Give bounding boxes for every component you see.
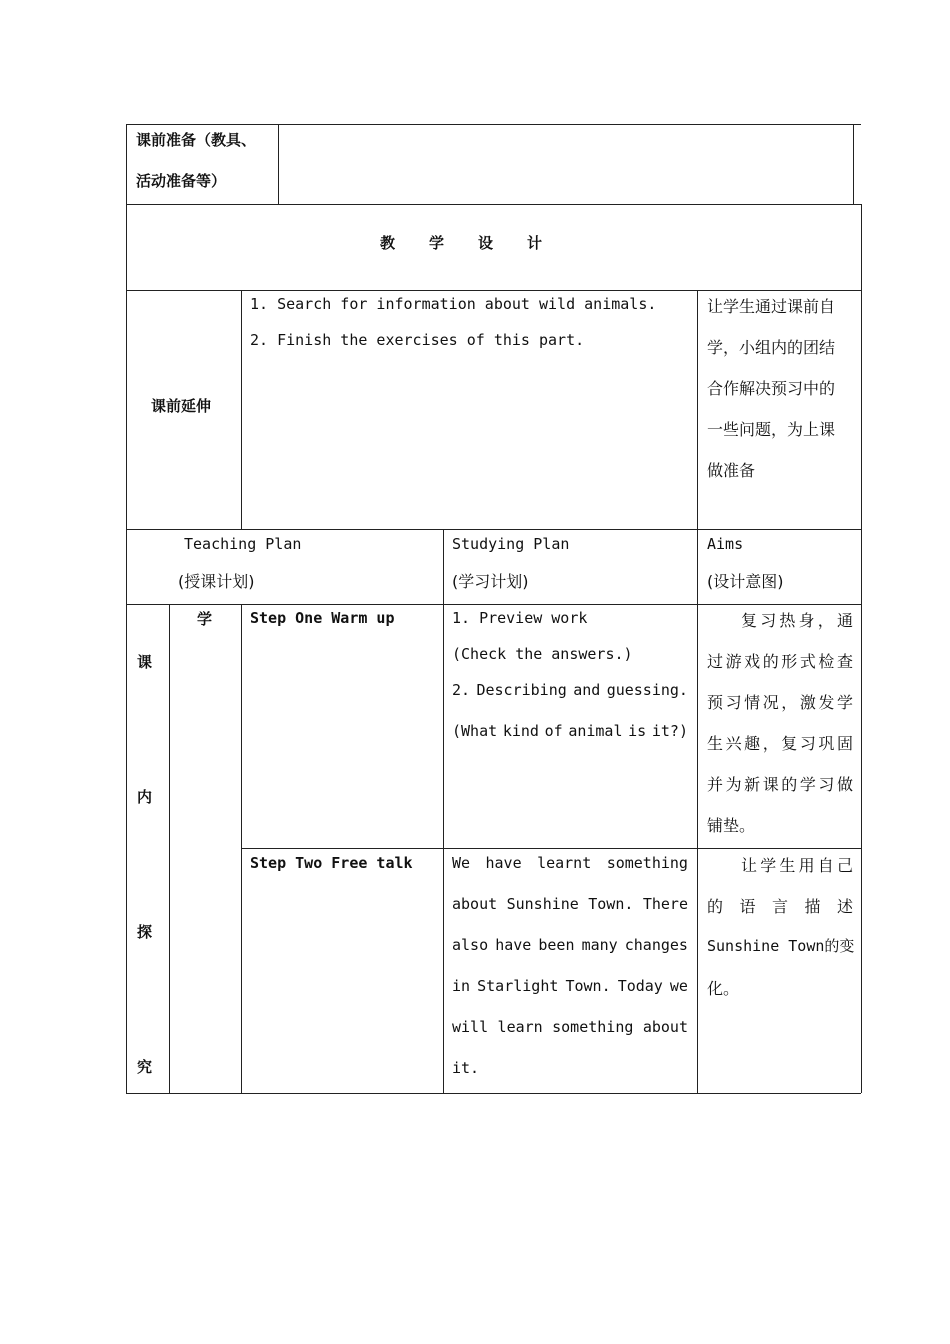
grid-line xyxy=(126,604,861,605)
word: the xyxy=(515,645,543,663)
word: We xyxy=(452,854,471,872)
teaching-plan-header: Teaching Plan xyxy=(184,535,302,553)
word: learnt xyxy=(537,854,592,872)
char: ， xyxy=(781,693,798,712)
char: 习 xyxy=(799,734,816,753)
char: 言 xyxy=(771,897,788,916)
pre-class-aim-line: 合作解决预习中的 xyxy=(707,379,836,398)
word: been xyxy=(538,936,575,954)
word: have xyxy=(485,854,522,872)
word: Sunshine xyxy=(506,895,579,913)
char: 情 xyxy=(744,693,761,712)
char: 生 xyxy=(707,734,724,753)
step-two-aim-line: 化。 xyxy=(707,979,740,998)
char: ， xyxy=(762,734,779,753)
word: answers.) xyxy=(551,645,633,663)
teaching-plan-header-cn: (授课计划) xyxy=(178,572,255,591)
step-two-study-line: it. xyxy=(452,1059,480,1077)
grid-line xyxy=(241,848,861,849)
word: many xyxy=(581,936,618,954)
inquiry-label-char: 探 xyxy=(137,923,153,941)
aims-header: Aims xyxy=(707,535,744,553)
word: learn xyxy=(497,1018,543,1036)
word: kind xyxy=(502,722,539,740)
char: 况 xyxy=(762,693,779,712)
inquiry-sub-label: 学 xyxy=(197,610,213,628)
step-one-study-line xyxy=(452,681,688,699)
inquiry-label-char: 究 xyxy=(137,1058,153,1076)
grid-line xyxy=(126,529,861,530)
char: 让 xyxy=(741,856,758,875)
char: 并 xyxy=(707,775,724,794)
word: about xyxy=(642,1018,688,1036)
step-one-aim-line xyxy=(707,649,853,672)
grid-line xyxy=(126,204,861,205)
char: 固 xyxy=(836,734,853,753)
char: 的 xyxy=(762,652,779,671)
step-two-study-line xyxy=(452,895,688,913)
step-one-aim-line xyxy=(741,608,853,631)
pre-class-aim-line: 一些问题，为上课 xyxy=(707,420,836,439)
pre-class-aim-line: 做准备 xyxy=(707,461,756,480)
design-title-char: 学 xyxy=(429,234,445,252)
word: changes xyxy=(624,936,688,954)
step-one-aim-line xyxy=(707,731,853,754)
word: we xyxy=(669,977,688,995)
char: 的 xyxy=(707,897,724,916)
grid-line xyxy=(241,290,242,529)
word: Preview xyxy=(479,609,543,627)
char: 身 xyxy=(798,611,815,630)
grid-line xyxy=(861,204,862,1093)
step-two-study-line xyxy=(452,977,688,995)
step-two-study-line xyxy=(452,936,688,954)
step-one-study-line xyxy=(452,609,587,627)
step-one-aim-line xyxy=(707,772,853,795)
prep-label-line2: 活动准备等） xyxy=(136,172,227,190)
word: guessing. xyxy=(606,681,688,699)
char: 自 xyxy=(817,856,834,875)
step-two-title: Step Two Free talk xyxy=(250,854,413,872)
grid-line xyxy=(278,124,279,204)
word: of xyxy=(544,722,563,740)
char: 激 xyxy=(799,693,816,712)
studying-plan-header: Studying Plan xyxy=(452,535,570,553)
char: 复 xyxy=(741,611,758,630)
char: 发 xyxy=(818,693,835,712)
aims-header-cn: (设计意图) xyxy=(707,572,784,591)
pre-class-label: 课前延伸 xyxy=(151,397,212,415)
char: 趣 xyxy=(744,734,761,753)
step-two-aim-line xyxy=(741,853,853,876)
inquiry-label-char: 课 xyxy=(137,653,153,671)
step-two-aim-line xyxy=(707,894,853,917)
word: also xyxy=(452,936,489,954)
char: 己 xyxy=(836,856,853,875)
design-title-char: 教 xyxy=(380,234,396,252)
grid-line xyxy=(697,290,698,1093)
char: 式 xyxy=(799,652,816,671)
word: Today xyxy=(617,977,663,995)
char: 通 xyxy=(836,611,853,630)
design-title-char: 设 xyxy=(478,234,494,252)
word: and xyxy=(573,681,601,699)
char: 过 xyxy=(707,652,724,671)
char: 为 xyxy=(725,775,742,794)
char: 用 xyxy=(798,856,815,875)
design-title xyxy=(380,232,542,253)
char: 的 xyxy=(781,775,798,794)
char: 语 xyxy=(739,897,756,916)
word: Town. xyxy=(588,895,634,913)
char: 习 xyxy=(760,611,777,630)
char: 游 xyxy=(725,652,742,671)
pre-class-item: 1. Search for information about wild animals. xyxy=(250,295,657,313)
word: animal xyxy=(568,722,623,740)
prep-label-line1: 课前准备（教具、 xyxy=(136,131,257,149)
grid-line xyxy=(126,290,861,291)
char: 热 xyxy=(779,611,796,630)
word: (Check xyxy=(452,645,507,663)
word: Town. xyxy=(565,977,611,995)
grid-line xyxy=(169,604,170,1093)
word: something xyxy=(606,854,688,872)
char: 述 xyxy=(836,897,853,916)
pre-class-aim-line: 让学生通过课前自 xyxy=(707,297,836,316)
step-one-aim-line: 铺垫。 xyxy=(707,816,756,835)
char: 课 xyxy=(762,775,779,794)
inquiry-label-char: 内 xyxy=(137,788,153,806)
pre-class-item: 2. Finish the exercises of this part. xyxy=(250,331,585,349)
step-two-study-line xyxy=(452,854,688,872)
char: 预 xyxy=(707,693,724,712)
design-title-char: 计 xyxy=(527,234,543,252)
word: in xyxy=(452,977,471,995)
word: Describing xyxy=(476,681,567,699)
step-two-aim-line: Sunshine Town的变 xyxy=(707,937,855,955)
word: about xyxy=(452,895,498,913)
word: work xyxy=(551,609,588,627)
grid-line xyxy=(126,1093,861,1094)
char: 学 xyxy=(799,775,816,794)
char: 习 xyxy=(818,775,835,794)
word: Starlight xyxy=(477,977,559,995)
word: will xyxy=(452,1018,489,1036)
char: 学 xyxy=(760,856,777,875)
word: 2. xyxy=(452,681,471,699)
grid-line xyxy=(126,124,127,1093)
studying-plan-header-cn: (学习计划) xyxy=(452,572,529,591)
step-one-aim-line xyxy=(707,690,853,713)
char: ， xyxy=(817,611,834,630)
pre-class-aim-line: 学，小组内的团结 xyxy=(707,338,836,357)
char: 习 xyxy=(725,693,742,712)
char: 戏 xyxy=(744,652,761,671)
char: 兴 xyxy=(725,734,742,753)
char: 巩 xyxy=(818,734,835,753)
char: 做 xyxy=(836,775,853,794)
step-one-study-line xyxy=(452,722,688,740)
char: 复 xyxy=(781,734,798,753)
grid-line xyxy=(853,124,854,204)
word: it?) xyxy=(651,722,688,740)
word: is xyxy=(628,722,647,740)
char: 学 xyxy=(836,693,853,712)
word: There xyxy=(642,895,688,913)
char: 新 xyxy=(744,775,761,794)
step-one-study-line xyxy=(452,645,633,663)
step-one-title: Step One Warm up xyxy=(250,609,395,627)
char: 描 xyxy=(804,897,821,916)
word: (What xyxy=(452,722,498,740)
word: 1. xyxy=(452,609,471,627)
grid-line xyxy=(443,529,444,1093)
grid-line xyxy=(126,124,861,125)
char: 查 xyxy=(836,652,853,671)
word: have xyxy=(495,936,532,954)
char: 生 xyxy=(779,856,796,875)
char: 检 xyxy=(818,652,835,671)
step-two-study-line xyxy=(452,1018,688,1036)
char: 形 xyxy=(781,652,798,671)
word: something xyxy=(552,1018,634,1036)
